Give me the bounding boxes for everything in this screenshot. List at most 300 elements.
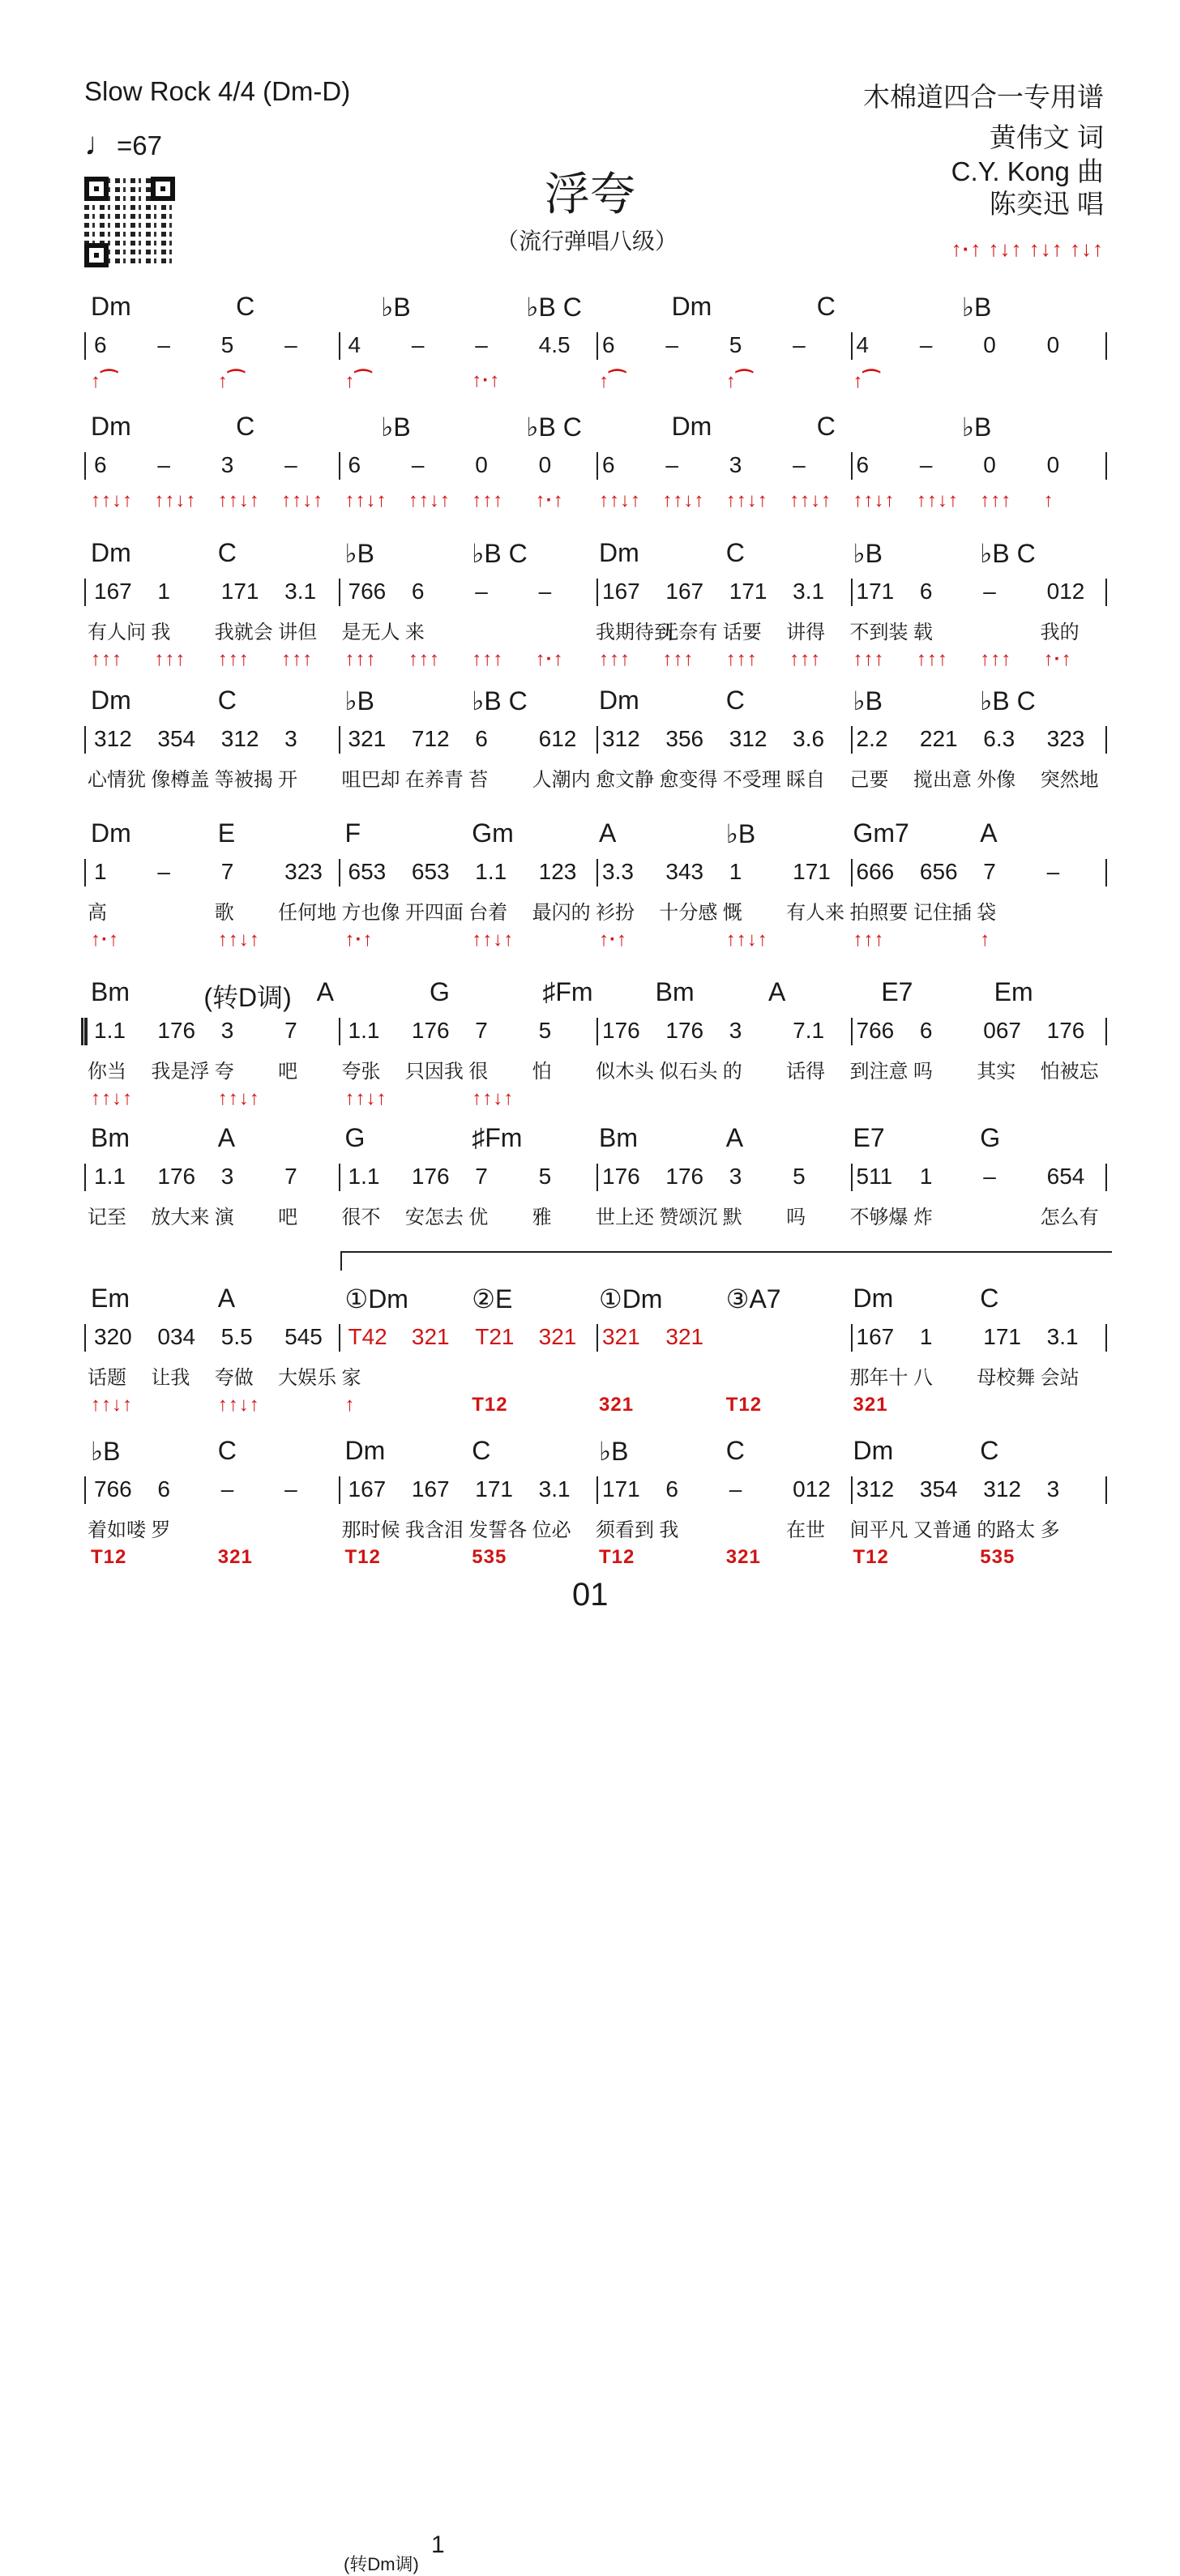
chord-symbol: A: [217, 1123, 236, 1152]
lyric: 话得: [786, 1061, 826, 1083]
strum-pattern: T12: [91, 1546, 127, 1568]
note: 766: [94, 1476, 132, 1502]
lyric: 演: [214, 1207, 234, 1228]
chord-symbol: E7: [853, 1123, 885, 1152]
note: 171: [475, 1476, 513, 1502]
chord-symbol: Dm: [344, 1436, 386, 1465]
strum-pattern: ↑⁀: [217, 370, 246, 392]
note: –: [1046, 859, 1060, 884]
note: 176: [411, 1164, 450, 1189]
note: 343: [665, 859, 704, 884]
lyric: 我含泪: [404, 1519, 464, 1541]
lyric: 吧: [278, 1061, 298, 1083]
note: 654: [1046, 1164, 1085, 1189]
note: –: [919, 452, 933, 477]
lyric: 任何地: [278, 902, 337, 924]
chord-symbol: Dm: [599, 686, 639, 715]
bar-line: [339, 859, 340, 886]
chord-symbol: Dm: [599, 538, 639, 567]
strum-pattern: ↑↑↑: [344, 648, 377, 670]
note: –: [284, 332, 297, 357]
lyric: 我是浮: [151, 1061, 210, 1083]
lyric: 在养青: [404, 769, 464, 791]
strum-pattern: T12: [599, 1546, 635, 1568]
lyric: 十分感: [659, 902, 718, 924]
chord-symbol: A: [725, 1123, 744, 1152]
note: 1: [919, 1164, 933, 1189]
bar-line: [851, 332, 853, 360]
chord-symbol: ♭B C: [472, 539, 528, 568]
note: 167: [411, 1476, 450, 1502]
strum-pattern: ↑·↑: [535, 648, 564, 670]
chord-symbol: C: [980, 1436, 999, 1465]
lyric: 咀巴却: [341, 769, 400, 791]
note: –: [919, 332, 933, 357]
note: 0: [983, 452, 996, 477]
note: 6: [475, 726, 488, 751]
modulation-label: (转Dm调): [344, 2554, 419, 2574]
note: –: [284, 452, 297, 477]
lyric: 载: [913, 622, 933, 643]
note: 6: [157, 1476, 170, 1502]
chord-symbol: C: [236, 292, 255, 321]
strum-pattern: ↑: [344, 1394, 356, 1416]
chord-symbol: C: [217, 538, 237, 567]
strum-pattern: ↑↑↓↑: [472, 1087, 515, 1109]
bar-line: [851, 1018, 853, 1045]
strum-pattern: ↑↑↑: [853, 929, 885, 951]
bar-line: [1105, 726, 1107, 754]
lyric: 像樽盖: [151, 769, 210, 791]
note: 167: [856, 1324, 895, 1349]
chord-symbol: ♭B: [961, 412, 992, 442]
strum-pattern: ↑↑↓↑: [408, 489, 451, 511]
note: 7.1: [793, 1018, 825, 1043]
strum-pattern: T12: [725, 1394, 763, 1416]
chord-symbol: Gm7: [853, 818, 909, 848]
chord-symbol: E7: [881, 977, 913, 1006]
note: 312: [220, 726, 259, 751]
note: 167: [94, 579, 132, 604]
chord-symbol: A: [217, 1284, 236, 1313]
chord-symbol: A: [599, 818, 617, 848]
bar-line: [596, 1324, 598, 1352]
note: –: [793, 332, 806, 357]
bar-line: [339, 1018, 340, 1045]
note: 0: [1046, 452, 1060, 477]
note: 320: [94, 1324, 132, 1349]
note: 666: [856, 859, 895, 884]
note: 6: [94, 332, 107, 357]
lyric: 多: [1040, 1519, 1060, 1541]
strum-pattern: ↑↑↓↑: [217, 1394, 260, 1416]
lyric: 似石头: [659, 1061, 718, 1083]
bar-line: [1105, 1164, 1107, 1191]
chord-symbol: G: [430, 977, 450, 1006]
chord-symbol: C: [816, 292, 836, 321]
note: 3: [220, 1018, 234, 1043]
chord-symbol: Dm: [91, 686, 131, 715]
lyric: 记住插: [913, 902, 972, 924]
tempo-value: =67: [117, 130, 162, 160]
chord-symbol: ♭B: [961, 293, 992, 322]
note: 0: [475, 452, 488, 477]
lyric: 大娱乐: [278, 1367, 337, 1389]
strum-pattern: ↑↑↓↑: [91, 489, 133, 511]
note: 6.3: [983, 726, 1015, 751]
lyric: 记至: [88, 1207, 126, 1228]
bar-line: [339, 452, 340, 480]
lyric: 不到装: [849, 622, 909, 643]
note: 321: [538, 1324, 577, 1349]
chord-symbol: C: [217, 686, 237, 715]
chord-symbol: C: [725, 686, 745, 715]
strum-pattern: ↑↑↓↑: [599, 489, 641, 511]
lyric: 开: [278, 769, 298, 791]
bar-line: [1105, 332, 1107, 360]
bar-line: [1105, 859, 1107, 886]
note: 1.1: [94, 1018, 126, 1043]
chord-symbol: ♭B C: [526, 412, 582, 442]
strum-pattern: ↑↑↑: [91, 648, 122, 670]
strum-pattern: ↑·↑: [91, 929, 119, 951]
lyric: 放大来: [151, 1207, 210, 1228]
note: 321: [411, 1324, 450, 1349]
note: 545: [284, 1324, 323, 1349]
repeat-start-sign: [81, 1018, 88, 1045]
lyric: 袋: [977, 902, 997, 924]
note: –: [411, 332, 425, 357]
lyric: 方也像: [341, 902, 400, 924]
lyric: 似木头: [596, 1061, 654, 1083]
bar-line: [596, 1164, 598, 1191]
lyric: 八: [913, 1367, 933, 1389]
strum-pattern: ↑↑↑: [472, 489, 504, 511]
lyric: 赞颂沉: [659, 1207, 718, 1228]
strum-pattern: ↑·↑: [472, 370, 501, 391]
lyric: 话题: [88, 1367, 126, 1389]
lyric: 拍照要: [849, 902, 909, 924]
bar-line: [596, 452, 598, 480]
note: 6: [94, 452, 107, 477]
note: 7: [284, 1164, 297, 1189]
bar-line: [84, 859, 86, 886]
note: 321: [602, 1324, 640, 1349]
note: T42: [348, 1324, 387, 1349]
chord-symbol: ♭B: [344, 686, 374, 716]
chord-symbol: ①Dm: [344, 1284, 408, 1314]
note: 323: [284, 859, 323, 884]
lyric: 的路太: [977, 1519, 1036, 1541]
lyric: 的: [722, 1061, 742, 1083]
note: 176: [602, 1164, 640, 1189]
lyric: 炸: [913, 1207, 933, 1228]
note: 3: [729, 452, 742, 477]
score-row: [0, 686, 1180, 823]
lyric: 是无人: [341, 622, 400, 643]
chord-symbol: C: [816, 412, 836, 441]
strum-pattern: ↑↑↓↑: [916, 489, 959, 511]
note: 312: [602, 726, 640, 751]
quarter-note-icon: ♩: [84, 126, 117, 162]
song-subtitle: （流行弹唱八级）: [496, 229, 678, 254]
bar-line: [851, 1476, 853, 1504]
lyric: 须看到: [596, 1519, 654, 1541]
note: 176: [665, 1164, 704, 1189]
chord-symbol: Dm: [91, 818, 131, 848]
note: 5: [538, 1018, 552, 1043]
chord-symbol: C: [236, 412, 255, 441]
note: 766: [856, 1018, 895, 1043]
lyric: 其实: [977, 1061, 1016, 1083]
lyric: 那年十: [849, 1367, 909, 1389]
lyric: 讲但: [278, 622, 318, 643]
chord-symbol: ♭B: [91, 1437, 121, 1466]
bar-line: [339, 1476, 340, 1504]
qr-code-icon[interactable]: [84, 177, 175, 267]
note: –: [983, 1164, 996, 1189]
bar-line: [851, 1324, 853, 1352]
chord-symbol: ♭B C: [980, 686, 1036, 716]
lyric: 吧: [278, 1207, 298, 1228]
note: 176: [157, 1018, 196, 1043]
note: 6: [411, 579, 425, 604]
chord-symbol: C: [217, 1436, 237, 1465]
note: 176: [1046, 1018, 1085, 1043]
lyric: 怎么有: [1040, 1207, 1099, 1228]
lyric: 夸做: [214, 1367, 254, 1389]
strum-pattern: ↑: [1043, 489, 1054, 511]
composer: C.Y. Kong 曲: [951, 156, 1104, 186]
chord-symbol: Dm: [91, 292, 131, 321]
lyric: 家: [341, 1367, 361, 1389]
strum-pattern: 321: [599, 1394, 635, 1416]
bar-line: [84, 332, 86, 360]
strum-pattern: ↑↑↑: [662, 648, 695, 670]
first-ending-bracket: [340, 1251, 1112, 1271]
strum-pattern: ↑↑↑: [408, 648, 440, 670]
lyric: 慨: [722, 902, 742, 924]
lyric: 衫扮: [596, 902, 635, 924]
strum-pattern: ↑↑↑: [789, 648, 822, 670]
note: 312: [94, 726, 132, 751]
note: 7: [220, 859, 234, 884]
bar-line: [851, 726, 853, 754]
note: 167: [602, 579, 640, 604]
chord-symbol: ♭B: [853, 686, 883, 716]
strum-pattern: ↑↑↓↑: [344, 489, 387, 511]
lyric: 最闪的: [532, 902, 591, 924]
note: 312: [983, 1476, 1021, 1502]
note: –: [665, 452, 678, 477]
lyric: 安怎去: [404, 1207, 464, 1228]
chord-symbol: Gm: [472, 818, 514, 848]
bar-line: [84, 726, 86, 754]
chord-symbol: Em: [994, 977, 1033, 1006]
lyric: 怕被忘: [1040, 1061, 1099, 1083]
bar-line: [596, 1018, 598, 1045]
lyric: 怕: [532, 1061, 552, 1083]
lyric: 等被揭: [214, 769, 273, 791]
note: 3.6: [793, 726, 825, 751]
lyric: 发誓各: [468, 1519, 528, 1541]
lyric: 间平凡: [849, 1519, 909, 1541]
strum-pattern: 535: [980, 1546, 1015, 1568]
note: 0: [1046, 332, 1060, 357]
lyric: 我就会: [214, 622, 273, 643]
lyric: 歌: [214, 902, 234, 924]
bar-line: [84, 1164, 86, 1191]
note: 7: [475, 1018, 488, 1043]
note: 123: [538, 859, 577, 884]
note: 171: [793, 859, 831, 884]
note: 354: [157, 726, 196, 751]
strum-pattern: T12: [853, 1546, 889, 1568]
chord-symbol: C: [472, 1436, 491, 1465]
note: 012: [1046, 579, 1085, 604]
strum-pattern: ↑↑↓↑: [217, 1087, 260, 1109]
lyric: 我期待到: [596, 622, 673, 643]
chord-symbol: C: [725, 538, 745, 567]
tempo: [84, 126, 162, 163]
page-number: 01: [572, 1577, 609, 1613]
lyric: 突然地: [1040, 769, 1099, 791]
bar-line: [339, 579, 340, 606]
note: 1: [729, 859, 742, 884]
note: –: [157, 859, 170, 884]
strum-pattern: ↑↑↓↑: [789, 489, 832, 511]
note: –: [475, 332, 488, 357]
strum-pattern: ↑↑↑: [916, 648, 948, 670]
lyric: 苔: [468, 769, 489, 791]
chord-symbol: Dm: [853, 1284, 894, 1313]
note: –: [538, 579, 552, 604]
note: 6: [919, 579, 933, 604]
strum-pattern: ↑·↑: [344, 929, 374, 951]
note: 3: [220, 1164, 234, 1189]
note: 6: [602, 452, 615, 477]
note: 3.1: [1046, 1324, 1079, 1349]
bar-line: [84, 1324, 86, 1352]
bar-line: [339, 332, 340, 360]
strum-pattern: ↑↑↓↑: [154, 489, 197, 511]
lyric: 让我: [151, 1367, 190, 1389]
note: 012: [793, 1476, 831, 1502]
note: 7: [475, 1164, 488, 1189]
note: 2.2: [856, 726, 888, 751]
chord-symbol: Bm: [91, 1123, 130, 1152]
lyric: 位必: [532, 1519, 571, 1541]
bar-line: [339, 1324, 340, 1352]
lyric: 你当: [88, 1061, 126, 1083]
note: –: [157, 332, 170, 357]
lyric: 有人问: [88, 622, 146, 643]
publisher: 木棉道四合一专用谱: [863, 82, 1104, 112]
singer: 陈奕迅 唱: [989, 189, 1104, 219]
note: 766: [348, 579, 387, 604]
note: 6: [348, 452, 361, 477]
note: 034: [157, 1324, 196, 1349]
note: 3.1: [284, 579, 317, 604]
note: 6: [919, 1018, 933, 1043]
bar-line: [596, 579, 598, 606]
strum-pattern: ↑↑↓↑: [281, 489, 324, 511]
strum-pattern: ↑↑↑: [980, 489, 1012, 511]
chord-symbol: ①Dm: [599, 1284, 663, 1314]
chord-symbol: C: [980, 1284, 999, 1313]
strum-pattern: ↑↑↑: [853, 648, 885, 670]
note: 4: [856, 332, 870, 357]
bar-line: [1105, 1476, 1107, 1504]
note: 3.3: [602, 859, 634, 884]
lyric: 心情犹: [88, 769, 146, 791]
note: 653: [348, 859, 387, 884]
chord-symbol: ②E: [472, 1284, 513, 1314]
note: 1.1: [475, 859, 507, 884]
lyric: 只因我: [404, 1061, 464, 1083]
note: 0: [538, 452, 552, 477]
note: 1: [94, 859, 107, 884]
note: –: [793, 452, 806, 477]
chord-symbol: Dm: [91, 538, 131, 567]
note: 354: [919, 1476, 958, 1502]
bar-line: [596, 726, 598, 754]
note: 5: [729, 332, 742, 357]
lyric: 又普通: [913, 1519, 972, 1541]
strum-pattern: ↑↑↑: [599, 648, 631, 670]
bar-line: [596, 859, 598, 886]
note: 3.1: [538, 1476, 571, 1502]
bar-line: [851, 859, 853, 886]
lyric: 愈文静: [596, 769, 654, 791]
chord-symbol: ♭B: [344, 539, 374, 568]
chord-symbol: G: [980, 1123, 1001, 1152]
chord-symbol: Em: [91, 1284, 130, 1313]
chord-symbol: ♭B: [725, 819, 756, 848]
strum-pattern: T12: [472, 1394, 508, 1416]
strum-pattern: ↑·↑: [535, 489, 564, 511]
chord-symbol: ③A7: [725, 1284, 781, 1314]
strum-pattern: ↑⁀: [344, 370, 372, 392]
score-row: [0, 1123, 1180, 1261]
chord-symbol: Bm: [655, 977, 695, 1006]
note: 7: [983, 859, 996, 884]
chord-symbol: A: [316, 977, 334, 1006]
chord-symbol: Bm: [599, 1123, 638, 1152]
lyric: 很: [468, 1061, 489, 1083]
note: 312: [856, 1476, 895, 1502]
score-row: [0, 1436, 1180, 1574]
strum-pattern: ↑↑↓↑: [91, 1394, 133, 1416]
chord-symbol: C: [725, 1436, 745, 1465]
lyric: 在世: [786, 1519, 826, 1541]
note: 323: [1046, 726, 1085, 751]
score-row: [0, 538, 1180, 676]
note: 0: [983, 332, 996, 357]
strum-pattern: ↑↑↓↑: [662, 489, 705, 511]
strum-pattern: ↑·↑: [599, 929, 627, 951]
song-title: 浮夸: [545, 169, 635, 220]
note: 5: [538, 1164, 552, 1189]
lyric: 吗: [786, 1207, 806, 1228]
note: –: [665, 332, 678, 357]
chord-symbol: ♭B: [381, 293, 411, 322]
note: –: [729, 1476, 742, 1502]
lyric: 母校舞: [977, 1367, 1036, 1389]
note: 5: [793, 1164, 806, 1189]
note: 6: [665, 1476, 678, 1502]
chord-symbol: ♯Fm: [542, 977, 593, 1006]
